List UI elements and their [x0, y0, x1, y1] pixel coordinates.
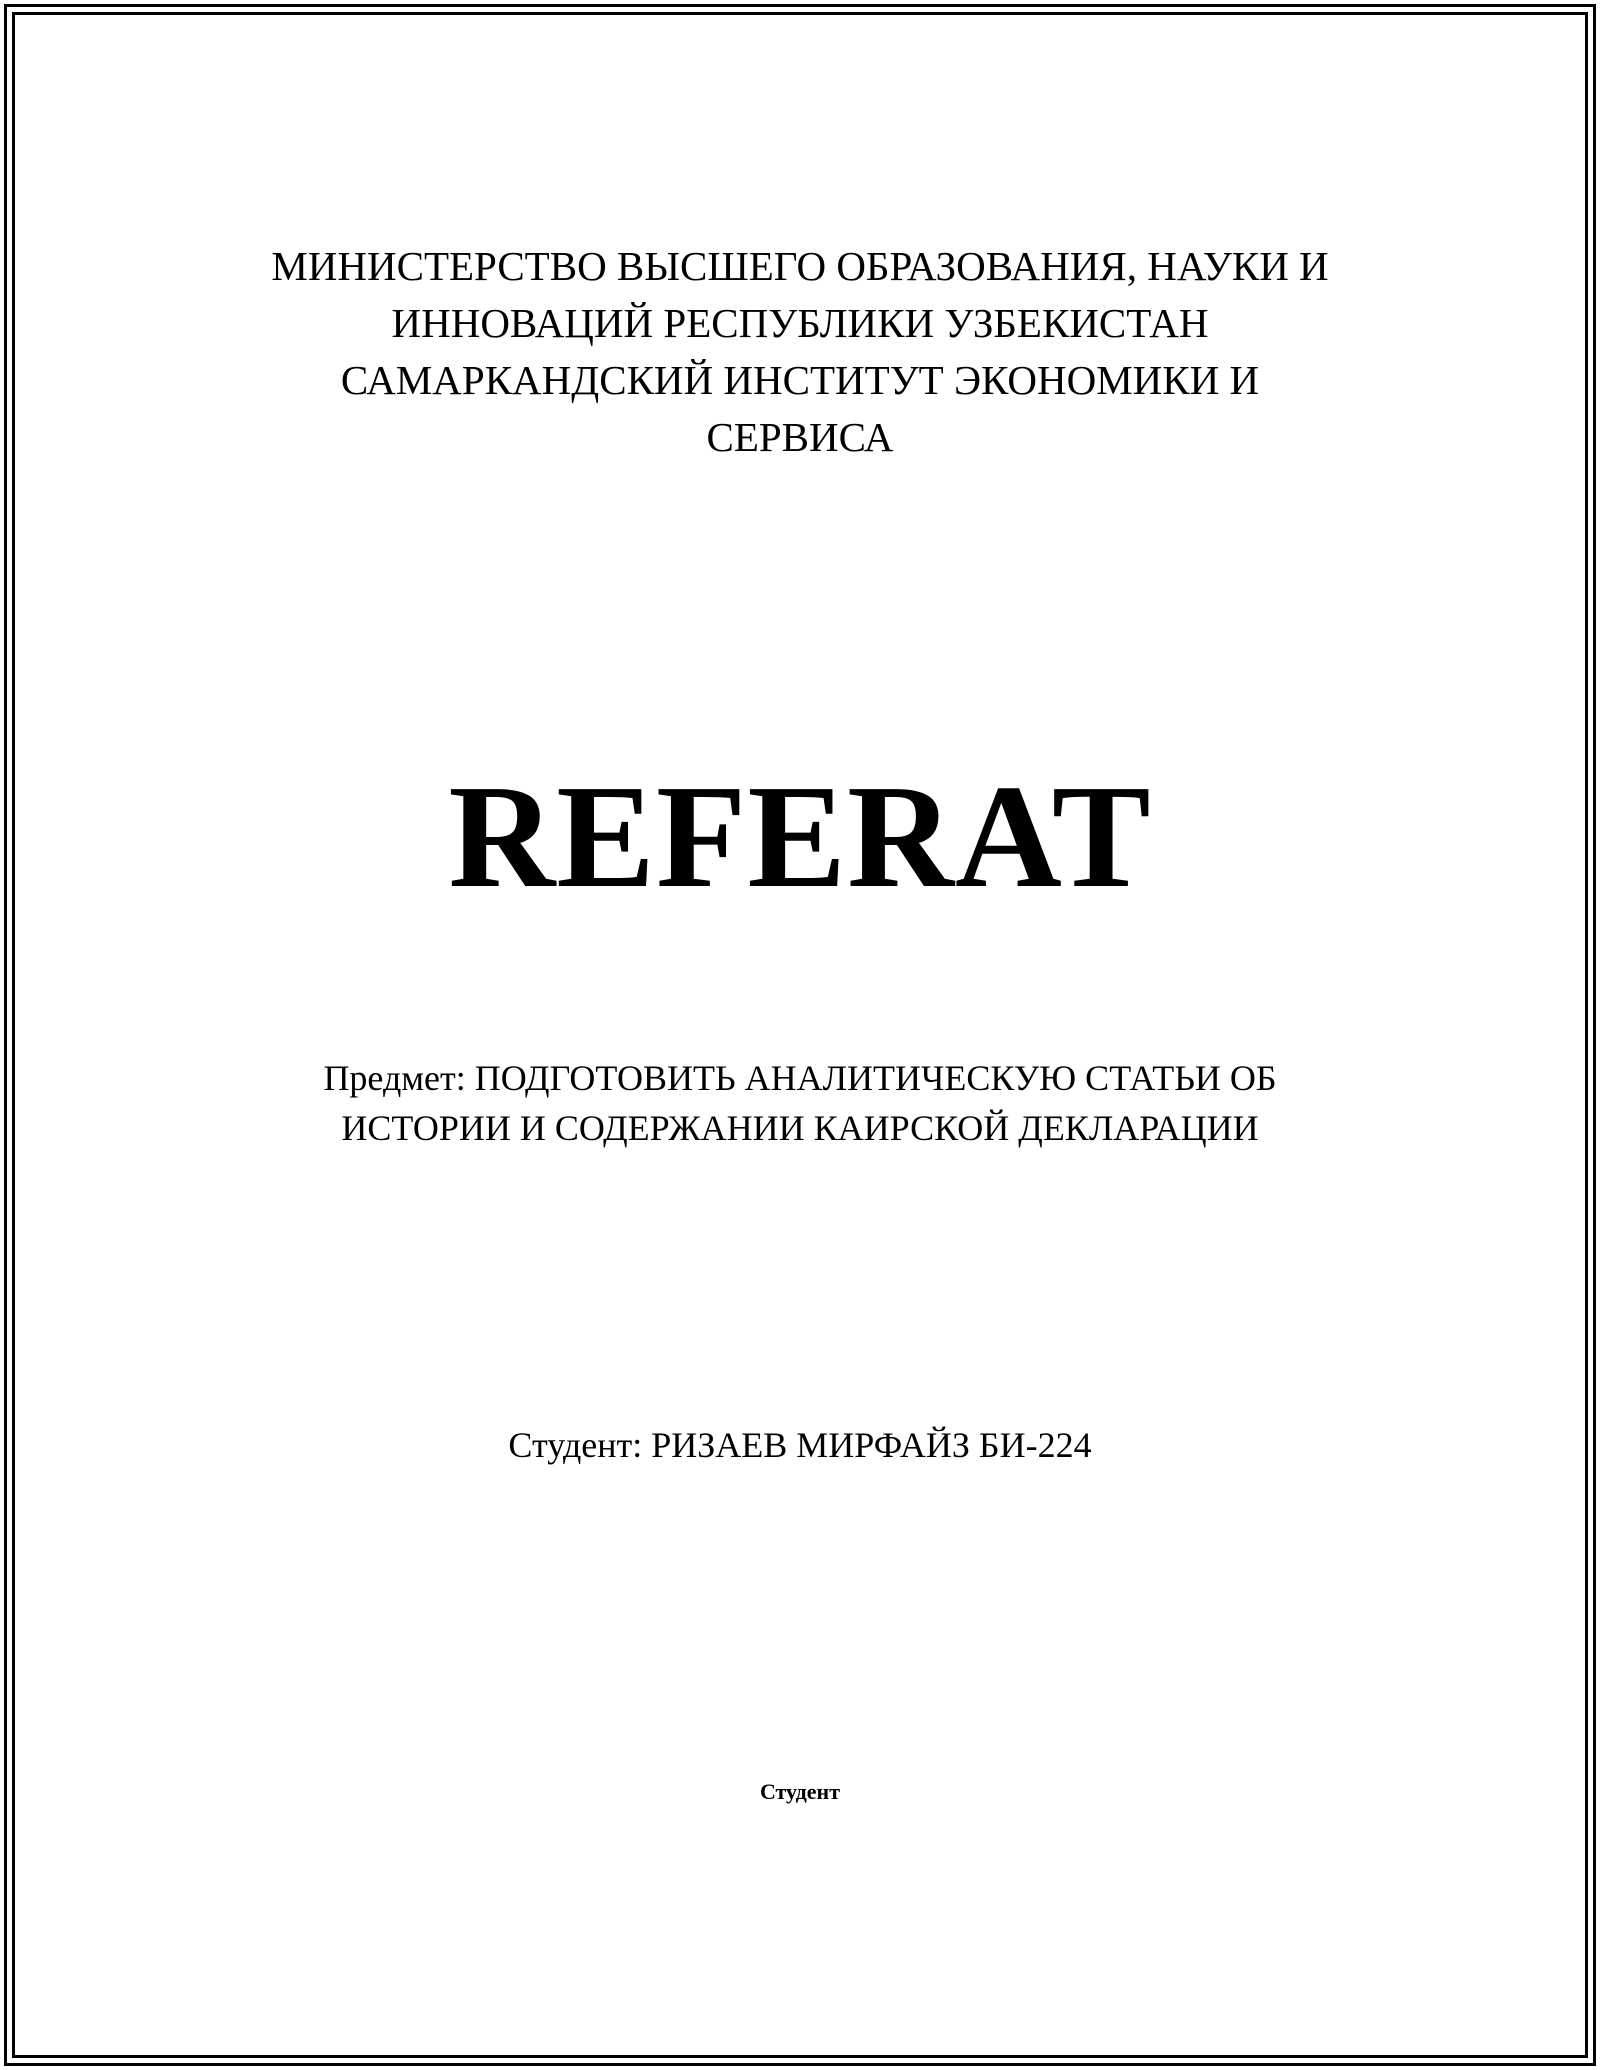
institution-header	[0, 238, 1600, 466]
subject-block	[0, 1053, 1600, 1153]
institution-line: САМАРКАНДСКИЙ ИНСТИТУТ ЭКОНОМИКИ И	[340, 357, 1260, 403]
footer-student-label: Студент	[759, 1779, 841, 1804]
subject-line: Предмет: ПОДГОТОВИТЬ АНАЛИТИЧЕСКУЮ СТАТЬИ ОБ	[323, 1058, 1277, 1098]
student-line: Студент: РИЗАЕВ МИРФАЙЗ БИ-224	[508, 1425, 1092, 1465]
institution-line: ИННОВАЦИЙ РЕСПУБЛИКИ УЗБЕКИСТАН	[391, 300, 1209, 346]
subject-line: ИСТОРИИ И СОДЕРЖАНИИ КАИРСКОЙ ДЕКЛАРАЦИИ	[341, 1108, 1259, 1148]
document-title: REFERAT	[448, 755, 1152, 919]
institution-line: МИНИСТЕРСТВО ВЫСШЕГО ОБРАЗОВАНИЯ, НАУКИ И	[271, 243, 1329, 289]
institution-line: СЕРВИСА	[706, 414, 894, 460]
